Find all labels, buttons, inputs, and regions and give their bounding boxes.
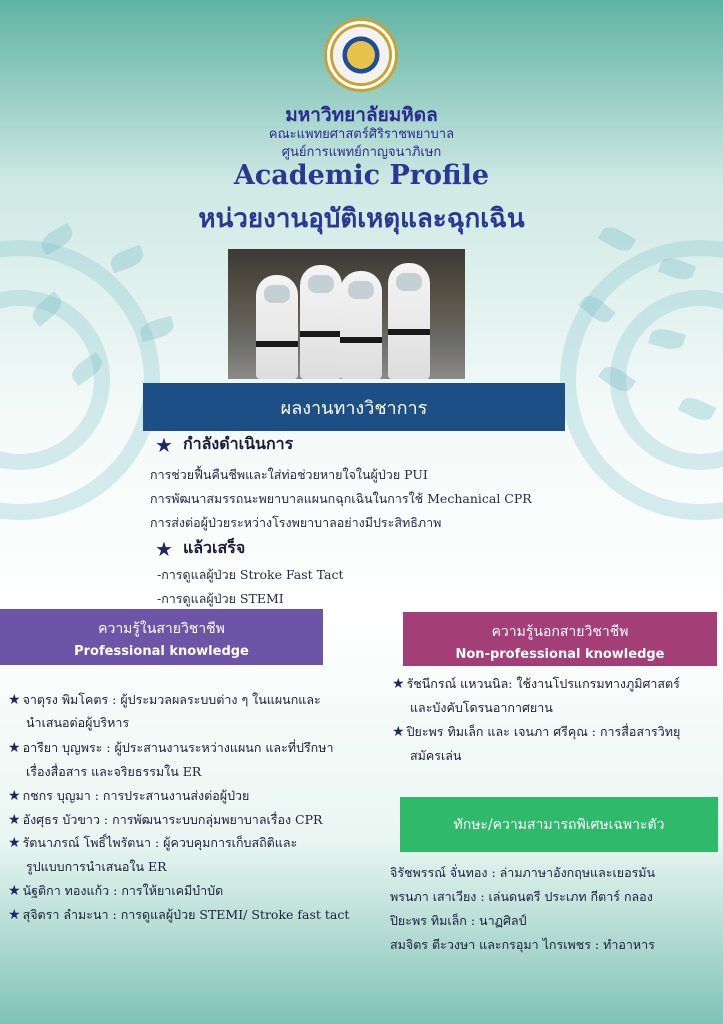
skill-item: สมจิตร ตีะวงษา และกรอุมา ไกรเพชร : ทำอาหาร — [390, 937, 655, 952]
star-icon: ★ — [8, 788, 21, 804]
list-item: ★ รัชนีกรณ์ แหวนนิล: ใช้งานโปรแกรมทางภูมิศาสตร์ — [392, 676, 680, 692]
list-item: เรื่องสื่อสาร และจริยธรรมใน ER — [26, 764, 202, 779]
list-item: นำเสนอต่อผู้บริหาร — [26, 715, 130, 730]
university-logo — [324, 18, 398, 92]
faculty-name: คณะแพทยศาสตร์ศิริราชพยาบาล — [268, 127, 455, 142]
list-item: ★ จาตุรง พิมโคตร : ผู้ประมวลผลระบบต่าง ๆ ในแผนกและ — [8, 692, 321, 708]
list-item: ★ นัฐติกา ทองแก้ว : การให้ยาเคมีบำบัด — [8, 883, 224, 899]
list-item: ★ อังศุธร บัวขาว : การพัฒนาระบบกลุ่มพยาบาลเรื่อง CPR — [8, 812, 323, 828]
skill-item: จิรัชพรรณ์ จั่นทอง : ล่ามภาษาอังกฤษและเยอรมัน — [390, 865, 656, 880]
list-item: ★ กชกร บุญมา : การประสานงานส่งต่อผู้ป่วย — [8, 788, 250, 804]
list-item: และบังคับโดรนอากาศยาน — [410, 700, 553, 715]
star-icon: ★ — [8, 812, 21, 828]
professional-knowledge-heading: ความรู้ในสายวิชาชีพ Professional knowledge — [0, 609, 323, 665]
special-skills-heading: ทักษะ/ความสามารถพิเศษเฉพาะตัว — [400, 797, 718, 852]
page-title: Academic Profile — [233, 160, 490, 191]
star-icon: ★ — [155, 432, 173, 457]
academic-works-heading: ผลงานทางวิชาการ — [143, 383, 565, 431]
list-item: รูปแบบการนำเสนอใน ER — [26, 859, 167, 874]
unit-name: หน่วยงานอุบัติเหตุและฉุกเฉิน — [198, 204, 525, 234]
university-name: มหาวิทยาลัยมหิดล — [285, 104, 438, 126]
star-icon: ★ — [8, 883, 21, 899]
in-progress-item: การช่วยฟื้นคืนชีพและใส่ท่อช่วยหายใจในผู้ป่วย PUI — [150, 467, 428, 482]
list-item: ★ อารียา บุญพระ : ผู้ประสานงานระหว่างแผนก และที่ปรึกษา — [8, 740, 334, 756]
in-progress-item: การส่งต่อผู้ป่วยระหว่างโรงพยาบาลอย่างมีประสิทธิภาพ — [150, 515, 442, 530]
seal-icon — [347, 41, 375, 69]
star-icon: ★ — [155, 536, 173, 561]
non-professional-knowledge-heading: ความรู้นอกสายวิชาชีพ Non-professional knowledge — [403, 612, 717, 666]
list-item: ★ สุจิตรา ลำมะนา : การดูแลผู้ป่วย STEMI/ Stroke fast tact — [8, 907, 350, 923]
done-heading: ★ แล้วเสร็จ — [155, 536, 246, 561]
skill-item: พรนภา เสาเวียง : เล่นดนตรี ประเภท กีตาร์ กลอง — [390, 889, 653, 904]
done-item: -การดูแลผู้ป่วย Stroke Fast Tact — [157, 567, 344, 582]
star-icon: ★ — [8, 740, 21, 756]
star-icon: ★ — [392, 676, 405, 692]
done-item: -การดูแลผู้ป่วย STEMI — [157, 591, 284, 606]
skill-item: ปิยะพร ทิมเล็ก : นาฏศิลป์ — [390, 913, 527, 928]
star-icon: ★ — [8, 907, 21, 923]
list-item: ★ รัตนาภรณ์ โพธิ์ไพรัตนา : ผู้ควบคุมการเก็บสถิติและ — [8, 835, 298, 851]
team-photo — [228, 249, 465, 379]
star-icon: ★ — [8, 692, 21, 708]
in-progress-heading: ★ กำลังดำเนินการ — [155, 432, 294, 457]
center-name: ศูนย์การแพทย์กาญจนาภิเษก — [281, 145, 442, 160]
star-icon: ★ — [8, 835, 21, 851]
in-progress-item: การพัฒนาสมรรถนะพยาบาลแผนกฉุกเฉินในการใช้ Mechanical CPR — [150, 491, 532, 506]
list-item: สมัครเล่น — [410, 748, 462, 763]
list-item: ★ ปิยะพร ทิมเล็ก และ เจนภา ศรีคุณ : การสื่อสารวิทยุ — [392, 724, 681, 740]
star-icon: ★ — [392, 724, 405, 740]
